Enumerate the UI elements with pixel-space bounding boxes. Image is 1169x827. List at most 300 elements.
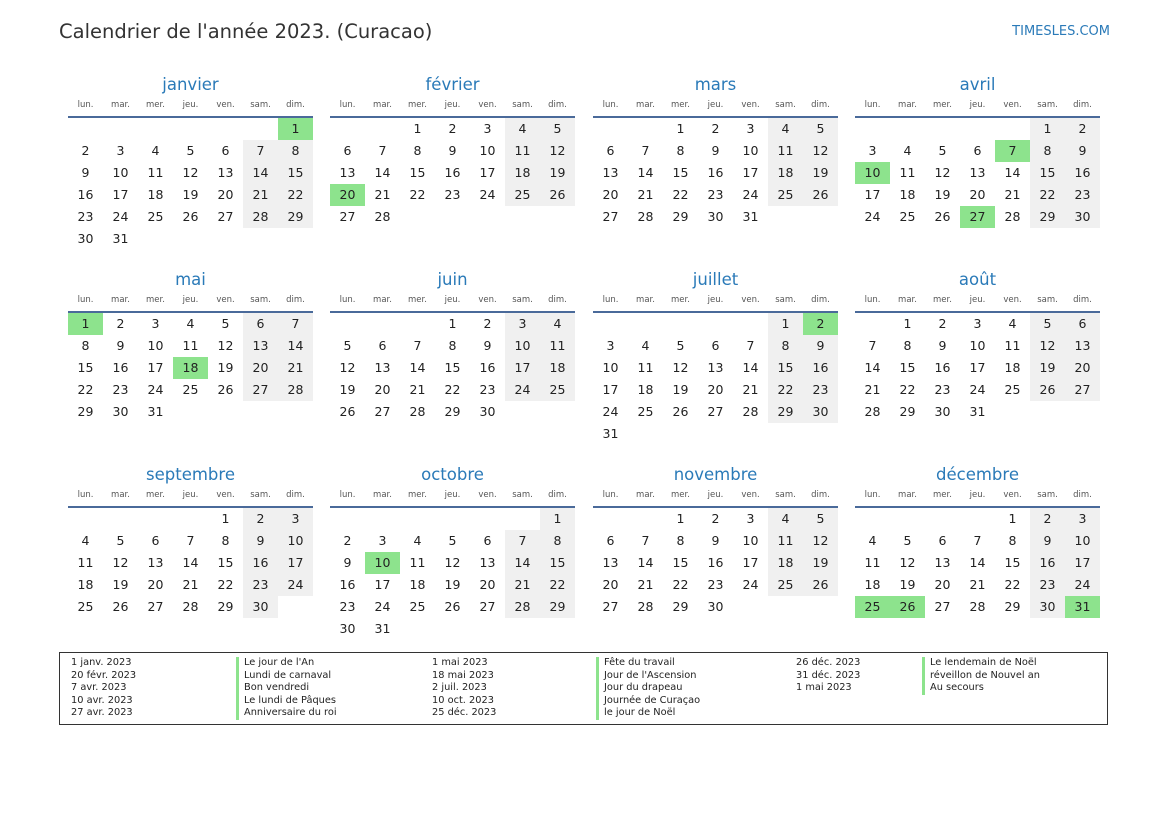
- day-cell[interactable]: 31: [742, 209, 759, 224]
- day-cell[interactable]: 18: [899, 187, 916, 202]
- day-cell[interactable]: 9: [116, 338, 125, 353]
- day-cell[interactable]: 15: [217, 555, 234, 570]
- day-cell[interactable]: 10: [479, 143, 496, 158]
- day-cell[interactable]: 17: [969, 360, 986, 375]
- day-cell[interactable]: 7: [278, 313, 313, 335]
- day-cell[interactable]: 4: [903, 143, 912, 158]
- day-cell[interactable]: 8: [903, 338, 912, 353]
- day-cell[interactable]: 2: [343, 533, 352, 548]
- day-cell[interactable]: 24: [969, 382, 986, 397]
- day-cell[interactable]: 2: [243, 508, 278, 530]
- day-cell[interactable]: 11: [505, 140, 540, 162]
- day-cell[interactable]: 17: [112, 187, 129, 202]
- day-cell[interactable]: 28: [278, 379, 313, 401]
- day-cell[interactable]: 27: [707, 404, 724, 419]
- day-cell[interactable]: 6: [243, 313, 278, 335]
- day-cell[interactable]: 20: [602, 187, 619, 202]
- day-cell[interactable]: 30: [1030, 596, 1065, 618]
- day-cell[interactable]: 13: [602, 165, 619, 180]
- day-cell[interactable]: 9: [803, 335, 838, 357]
- day-cell[interactable]: 15: [444, 360, 461, 375]
- day-cell[interactable]: 31: [602, 426, 619, 441]
- day-cell[interactable]: 6: [938, 533, 947, 548]
- day-cell[interactable]: 3: [505, 313, 540, 335]
- day-cell[interactable]: 25: [637, 404, 654, 419]
- day-cell[interactable]: 17: [742, 555, 759, 570]
- day-cell[interactable]: 11: [1004, 338, 1021, 353]
- day-cell[interactable]: 21: [278, 357, 313, 379]
- day-cell[interactable]: 7: [413, 338, 422, 353]
- day-cell[interactable]: 12: [803, 140, 838, 162]
- day-cell[interactable]: 18: [173, 357, 208, 379]
- day-cell[interactable]: 18: [505, 162, 540, 184]
- day-cell[interactable]: 1: [448, 316, 457, 331]
- day-cell[interactable]: 30: [243, 596, 278, 618]
- day-cell[interactable]: 17: [742, 165, 759, 180]
- day-cell[interactable]: 25: [768, 574, 803, 596]
- day-cell[interactable]: 20: [602, 577, 619, 592]
- day-cell[interactable]: 6: [1065, 313, 1100, 335]
- day-cell[interactable]: 16: [707, 555, 724, 570]
- day-cell[interactable]: 25: [182, 382, 199, 397]
- day-cell[interactable]: 3: [378, 533, 387, 548]
- day-cell[interactable]: 5: [938, 143, 947, 158]
- day-cell[interactable]: 29: [278, 206, 313, 228]
- day-cell[interactable]: 7: [995, 140, 1030, 162]
- day-cell[interactable]: 14: [409, 360, 426, 375]
- day-cell[interactable]: 7: [378, 143, 387, 158]
- day-cell[interactable]: 25: [899, 209, 916, 224]
- day-cell[interactable]: 21: [637, 577, 654, 592]
- day-cell[interactable]: 24: [602, 404, 619, 419]
- day-cell[interactable]: 25: [505, 184, 540, 206]
- day-cell[interactable]: 23: [339, 599, 356, 614]
- day-cell[interactable]: 31: [112, 231, 129, 246]
- day-cell[interactable]: 23: [243, 574, 278, 596]
- day-cell[interactable]: 7: [973, 533, 982, 548]
- day-cell[interactable]: 8: [448, 338, 457, 353]
- day-cell[interactable]: 14: [637, 555, 654, 570]
- day-cell[interactable]: 2: [81, 143, 90, 158]
- day-cell[interactable]: 7: [641, 143, 650, 158]
- day-cell[interactable]: 25: [409, 599, 426, 614]
- day-cell[interactable]: 9: [483, 338, 492, 353]
- day-cell[interactable]: 1: [1030, 118, 1065, 140]
- day-cell[interactable]: 9: [243, 530, 278, 552]
- day-cell[interactable]: 4: [868, 533, 877, 548]
- day-cell[interactable]: 23: [479, 382, 496, 397]
- day-cell[interactable]: 26: [444, 599, 461, 614]
- day-cell[interactable]: 30: [803, 401, 838, 423]
- day-cell[interactable]: 5: [448, 533, 457, 548]
- day-cell[interactable]: 19: [217, 360, 234, 375]
- day-cell[interactable]: 13: [969, 165, 986, 180]
- day-cell[interactable]: 20: [147, 577, 164, 592]
- day-cell[interactable]: 7: [243, 140, 278, 162]
- day-cell[interactable]: 27: [1065, 379, 1100, 401]
- day-cell[interactable]: 27: [479, 599, 496, 614]
- day-cell[interactable]: 1: [676, 511, 685, 526]
- day-cell[interactable]: 9: [448, 143, 457, 158]
- day-cell[interactable]: 22: [278, 184, 313, 206]
- day-cell[interactable]: 4: [186, 316, 195, 331]
- day-cell[interactable]: 20: [479, 577, 496, 592]
- day-cell[interactable]: 15: [1030, 162, 1065, 184]
- day-cell[interactable]: 11: [182, 338, 199, 353]
- day-cell[interactable]: 15: [77, 360, 94, 375]
- day-cell[interactable]: 6: [973, 143, 982, 158]
- day-cell[interactable]: 22: [217, 577, 234, 592]
- day-cell[interactable]: 26: [934, 209, 951, 224]
- day-cell[interactable]: 18: [768, 552, 803, 574]
- day-cell[interactable]: 25: [1004, 382, 1021, 397]
- day-cell[interactable]: 15: [409, 165, 426, 180]
- day-cell[interactable]: 26: [112, 599, 129, 614]
- day-cell[interactable]: 3: [483, 121, 492, 136]
- day-cell[interactable]: 10: [365, 552, 400, 574]
- day-cell[interactable]: 14: [637, 165, 654, 180]
- day-cell[interactable]: 27: [217, 209, 234, 224]
- day-cell[interactable]: 10: [969, 338, 986, 353]
- day-cell[interactable]: 5: [540, 118, 575, 140]
- day-cell[interactable]: 2: [448, 121, 457, 136]
- day-cell[interactable]: 3: [973, 316, 982, 331]
- day-cell[interactable]: 23: [707, 577, 724, 592]
- day-cell[interactable]: 13: [243, 335, 278, 357]
- day-cell[interactable]: 11: [409, 555, 426, 570]
- day-cell[interactable]: 28: [182, 599, 199, 614]
- day-cell[interactable]: 10: [147, 338, 164, 353]
- day-cell[interactable]: 17: [602, 382, 619, 397]
- day-cell[interactable]: 10: [505, 335, 540, 357]
- day-cell[interactable]: 19: [339, 382, 356, 397]
- day-cell[interactable]: 5: [343, 338, 352, 353]
- day-cell[interactable]: 8: [81, 338, 90, 353]
- day-cell[interactable]: 29: [672, 599, 689, 614]
- day-cell[interactable]: 10: [112, 165, 129, 180]
- day-cell[interactable]: 8: [540, 530, 575, 552]
- day-cell[interactable]: 20: [934, 577, 951, 592]
- day-cell[interactable]: 18: [77, 577, 94, 592]
- day-cell[interactable]: 29: [899, 404, 916, 419]
- day-cell[interactable]: 25: [768, 184, 803, 206]
- day-cell[interactable]: 2: [803, 313, 838, 335]
- day-cell[interactable]: 22: [768, 379, 803, 401]
- day-cell[interactable]: 28: [409, 404, 426, 419]
- day-cell[interactable]: 24: [112, 209, 129, 224]
- day-cell[interactable]: 26: [803, 184, 838, 206]
- day-cell[interactable]: 1: [540, 508, 575, 530]
- day-cell[interactable]: 22: [672, 577, 689, 592]
- day-cell[interactable]: 24: [1065, 574, 1100, 596]
- day-cell[interactable]: 23: [803, 379, 838, 401]
- day-cell[interactable]: 12: [803, 530, 838, 552]
- day-cell[interactable]: 19: [803, 162, 838, 184]
- day-cell[interactable]: 22: [1030, 184, 1065, 206]
- day-cell[interactable]: 27: [960, 206, 995, 228]
- day-cell[interactable]: 11: [768, 140, 803, 162]
- day-cell[interactable]: 10: [855, 162, 890, 184]
- day-cell[interactable]: 13: [707, 360, 724, 375]
- day-cell[interactable]: 12: [899, 555, 916, 570]
- day-cell[interactable]: 26: [339, 404, 356, 419]
- day-cell[interactable]: 14: [182, 555, 199, 570]
- day-cell[interactable]: 21: [505, 574, 540, 596]
- day-cell[interactable]: 12: [1030, 335, 1065, 357]
- day-cell[interactable]: 19: [899, 577, 916, 592]
- day-cell[interactable]: 27: [934, 599, 951, 614]
- day-cell[interactable]: 22: [444, 382, 461, 397]
- day-cell[interactable]: 12: [339, 360, 356, 375]
- day-cell[interactable]: 28: [637, 599, 654, 614]
- day-cell[interactable]: 28: [864, 404, 881, 419]
- day-cell[interactable]: 1: [68, 313, 103, 335]
- day-cell[interactable]: 17: [278, 552, 313, 574]
- day-cell[interactable]: 3: [746, 121, 755, 136]
- day-cell[interactable]: 30: [707, 599, 724, 614]
- day-cell[interactable]: 27: [147, 599, 164, 614]
- day-cell[interactable]: 14: [374, 165, 391, 180]
- day-cell[interactable]: 1: [768, 313, 803, 335]
- day-cell[interactable]: 22: [540, 574, 575, 596]
- day-cell[interactable]: 18: [409, 577, 426, 592]
- day-cell[interactable]: 17: [374, 577, 391, 592]
- day-cell[interactable]: 11: [147, 165, 164, 180]
- brand-link[interactable]: TIMESLES.COM: [1012, 24, 1110, 39]
- day-cell[interactable]: 21: [864, 382, 881, 397]
- day-cell[interactable]: 17: [1065, 552, 1100, 574]
- day-cell[interactable]: 15: [1004, 555, 1021, 570]
- day-cell[interactable]: 15: [540, 552, 575, 574]
- day-cell[interactable]: 14: [1004, 165, 1021, 180]
- day-cell[interactable]: 15: [278, 162, 313, 184]
- day-cell[interactable]: 18: [768, 162, 803, 184]
- day-cell[interactable]: 28: [637, 209, 654, 224]
- day-cell[interactable]: 18: [864, 577, 881, 592]
- day-cell[interactable]: 4: [1008, 316, 1017, 331]
- day-cell[interactable]: 7: [505, 530, 540, 552]
- day-cell[interactable]: 21: [374, 187, 391, 202]
- day-cell[interactable]: 26: [217, 382, 234, 397]
- day-cell[interactable]: 28: [1004, 209, 1021, 224]
- day-cell[interactable]: 15: [768, 357, 803, 379]
- day-cell[interactable]: 16: [1065, 162, 1100, 184]
- day-cell[interactable]: 31: [1065, 596, 1100, 618]
- day-cell[interactable]: 2: [483, 316, 492, 331]
- day-cell[interactable]: 14: [864, 360, 881, 375]
- day-cell[interactable]: 18: [540, 357, 575, 379]
- day-cell[interactable]: 1: [1008, 511, 1017, 526]
- day-cell[interactable]: 30: [112, 404, 129, 419]
- day-cell[interactable]: 5: [116, 533, 125, 548]
- day-cell[interactable]: 12: [182, 165, 199, 180]
- day-cell[interactable]: 10: [1065, 530, 1100, 552]
- day-cell[interactable]: 29: [672, 209, 689, 224]
- day-cell[interactable]: 4: [151, 143, 160, 158]
- day-cell[interactable]: 19: [444, 577, 461, 592]
- day-cell[interactable]: 14: [969, 555, 986, 570]
- day-cell[interactable]: 26: [890, 596, 925, 618]
- day-cell[interactable]: 8: [676, 143, 685, 158]
- day-cell[interactable]: 8: [1030, 140, 1065, 162]
- day-cell[interactable]: 1: [221, 511, 230, 526]
- day-cell[interactable]: 13: [602, 555, 619, 570]
- day-cell[interactable]: 24: [479, 187, 496, 202]
- day-cell[interactable]: 17: [147, 360, 164, 375]
- day-cell[interactable]: 4: [540, 313, 575, 335]
- day-cell[interactable]: 7: [868, 338, 877, 353]
- day-cell[interactable]: 6: [483, 533, 492, 548]
- day-cell[interactable]: 19: [934, 187, 951, 202]
- day-cell[interactable]: 3: [746, 511, 755, 526]
- day-cell[interactable]: 29: [77, 404, 94, 419]
- day-cell[interactable]: 19: [112, 577, 129, 592]
- day-cell[interactable]: 4: [768, 508, 803, 530]
- day-cell[interactable]: 11: [540, 335, 575, 357]
- day-cell[interactable]: 25: [77, 599, 94, 614]
- day-cell[interactable]: 9: [81, 165, 90, 180]
- day-cell[interactable]: 2: [711, 121, 720, 136]
- day-cell[interactable]: 20: [707, 382, 724, 397]
- day-cell[interactable]: 10: [742, 143, 759, 158]
- day-cell[interactable]: 6: [606, 143, 615, 158]
- day-cell[interactable]: 5: [803, 118, 838, 140]
- day-cell[interactable]: 20: [374, 382, 391, 397]
- day-cell[interactable]: 11: [637, 360, 654, 375]
- day-cell[interactable]: 26: [540, 184, 575, 206]
- day-cell[interactable]: 12: [672, 360, 689, 375]
- day-cell[interactable]: 9: [1065, 140, 1100, 162]
- day-cell[interactable]: 18: [637, 382, 654, 397]
- day-cell[interactable]: 17: [505, 357, 540, 379]
- day-cell[interactable]: 9: [711, 533, 720, 548]
- day-cell[interactable]: 19: [1030, 357, 1065, 379]
- day-cell[interactable]: 8: [221, 533, 230, 548]
- day-cell[interactable]: 16: [444, 165, 461, 180]
- day-cell[interactable]: 21: [1004, 187, 1021, 202]
- day-cell[interactable]: 4: [413, 533, 422, 548]
- day-cell[interactable]: 29: [768, 401, 803, 423]
- day-cell[interactable]: 30: [707, 209, 724, 224]
- day-cell[interactable]: 18: [1004, 360, 1021, 375]
- day-cell[interactable]: 15: [672, 555, 689, 570]
- day-cell[interactable]: 24: [278, 574, 313, 596]
- day-cell[interactable]: 9: [711, 143, 720, 158]
- day-cell[interactable]: 12: [217, 338, 234, 353]
- day-cell[interactable]: 31: [969, 404, 986, 419]
- day-cell[interactable]: 13: [147, 555, 164, 570]
- day-cell[interactable]: 13: [934, 555, 951, 570]
- day-cell[interactable]: 20: [1065, 357, 1100, 379]
- day-cell[interactable]: 26: [672, 404, 689, 419]
- day-cell[interactable]: 23: [77, 209, 94, 224]
- day-cell[interactable]: 20: [243, 357, 278, 379]
- day-cell[interactable]: 28: [243, 206, 278, 228]
- day-cell[interactable]: 19: [672, 382, 689, 397]
- day-cell[interactable]: 23: [707, 187, 724, 202]
- day-cell[interactable]: 8: [768, 335, 803, 357]
- day-cell[interactable]: 31: [374, 621, 391, 636]
- day-cell[interactable]: 10: [742, 533, 759, 548]
- day-cell[interactable]: 22: [409, 187, 426, 202]
- day-cell[interactable]: 9: [1030, 530, 1065, 552]
- day-cell[interactable]: 6: [711, 338, 720, 353]
- day-cell[interactable]: 16: [803, 357, 838, 379]
- day-cell[interactable]: 27: [602, 599, 619, 614]
- day-cell[interactable]: 5: [221, 316, 230, 331]
- day-cell[interactable]: 14: [243, 162, 278, 184]
- day-cell[interactable]: 14: [742, 360, 759, 375]
- day-cell[interactable]: 29: [444, 404, 461, 419]
- day-cell[interactable]: 3: [868, 143, 877, 158]
- day-cell[interactable]: 24: [374, 599, 391, 614]
- day-cell[interactable]: 30: [1065, 206, 1100, 228]
- day-cell[interactable]: 25: [540, 379, 575, 401]
- day-cell[interactable]: 4: [81, 533, 90, 548]
- day-cell[interactable]: 23: [934, 382, 951, 397]
- day-cell[interactable]: 28: [742, 404, 759, 419]
- day-cell[interactable]: 8: [278, 140, 313, 162]
- day-cell[interactable]: 20: [330, 184, 365, 206]
- day-cell[interactable]: 18: [147, 187, 164, 202]
- day-cell[interactable]: 11: [77, 555, 94, 570]
- day-cell[interactable]: 13: [339, 165, 356, 180]
- day-cell[interactable]: 15: [672, 165, 689, 180]
- day-cell[interactable]: 6: [378, 338, 387, 353]
- day-cell[interactable]: 27: [339, 209, 356, 224]
- day-cell[interactable]: 7: [641, 533, 650, 548]
- day-cell[interactable]: 30: [339, 621, 356, 636]
- day-cell[interactable]: 11: [768, 530, 803, 552]
- day-cell[interactable]: 21: [637, 187, 654, 202]
- day-cell[interactable]: 3: [1065, 508, 1100, 530]
- day-cell[interactable]: 25: [855, 596, 890, 618]
- day-cell[interactable]: 6: [221, 143, 230, 158]
- day-cell[interactable]: 6: [343, 143, 352, 158]
- day-cell[interactable]: 28: [374, 209, 391, 224]
- day-cell[interactable]: 8: [676, 533, 685, 548]
- day-cell[interactable]: 25: [147, 209, 164, 224]
- day-cell[interactable]: 16: [112, 360, 129, 375]
- day-cell[interactable]: 29: [217, 599, 234, 614]
- day-cell[interactable]: 16: [339, 577, 356, 592]
- day-cell[interactable]: 2: [711, 511, 720, 526]
- day-cell[interactable]: 1: [278, 118, 313, 140]
- day-cell[interactable]: 5: [1030, 313, 1065, 335]
- day-cell[interactable]: 21: [969, 577, 986, 592]
- day-cell[interactable]: 29: [1030, 206, 1065, 228]
- day-cell[interactable]: 13: [479, 555, 496, 570]
- day-cell[interactable]: 24: [505, 379, 540, 401]
- day-cell[interactable]: 12: [444, 555, 461, 570]
- day-cell[interactable]: 16: [243, 552, 278, 574]
- day-cell[interactable]: 21: [742, 382, 759, 397]
- day-cell[interactable]: 13: [1065, 335, 1100, 357]
- day-cell[interactable]: 30: [77, 231, 94, 246]
- day-cell[interactable]: 5: [676, 338, 685, 353]
- day-cell[interactable]: 16: [77, 187, 94, 202]
- day-cell[interactable]: 24: [742, 187, 759, 202]
- day-cell[interactable]: 11: [899, 165, 916, 180]
- day-cell[interactable]: 23: [112, 382, 129, 397]
- day-cell[interactable]: 2: [1065, 118, 1100, 140]
- day-cell[interactable]: 17: [864, 187, 881, 202]
- day-cell[interactable]: 31: [147, 404, 164, 419]
- day-cell[interactable]: 7: [746, 338, 755, 353]
- day-cell[interactable]: 19: [182, 187, 199, 202]
- day-cell[interactable]: 30: [479, 404, 496, 419]
- day-cell[interactable]: 2: [1030, 508, 1065, 530]
